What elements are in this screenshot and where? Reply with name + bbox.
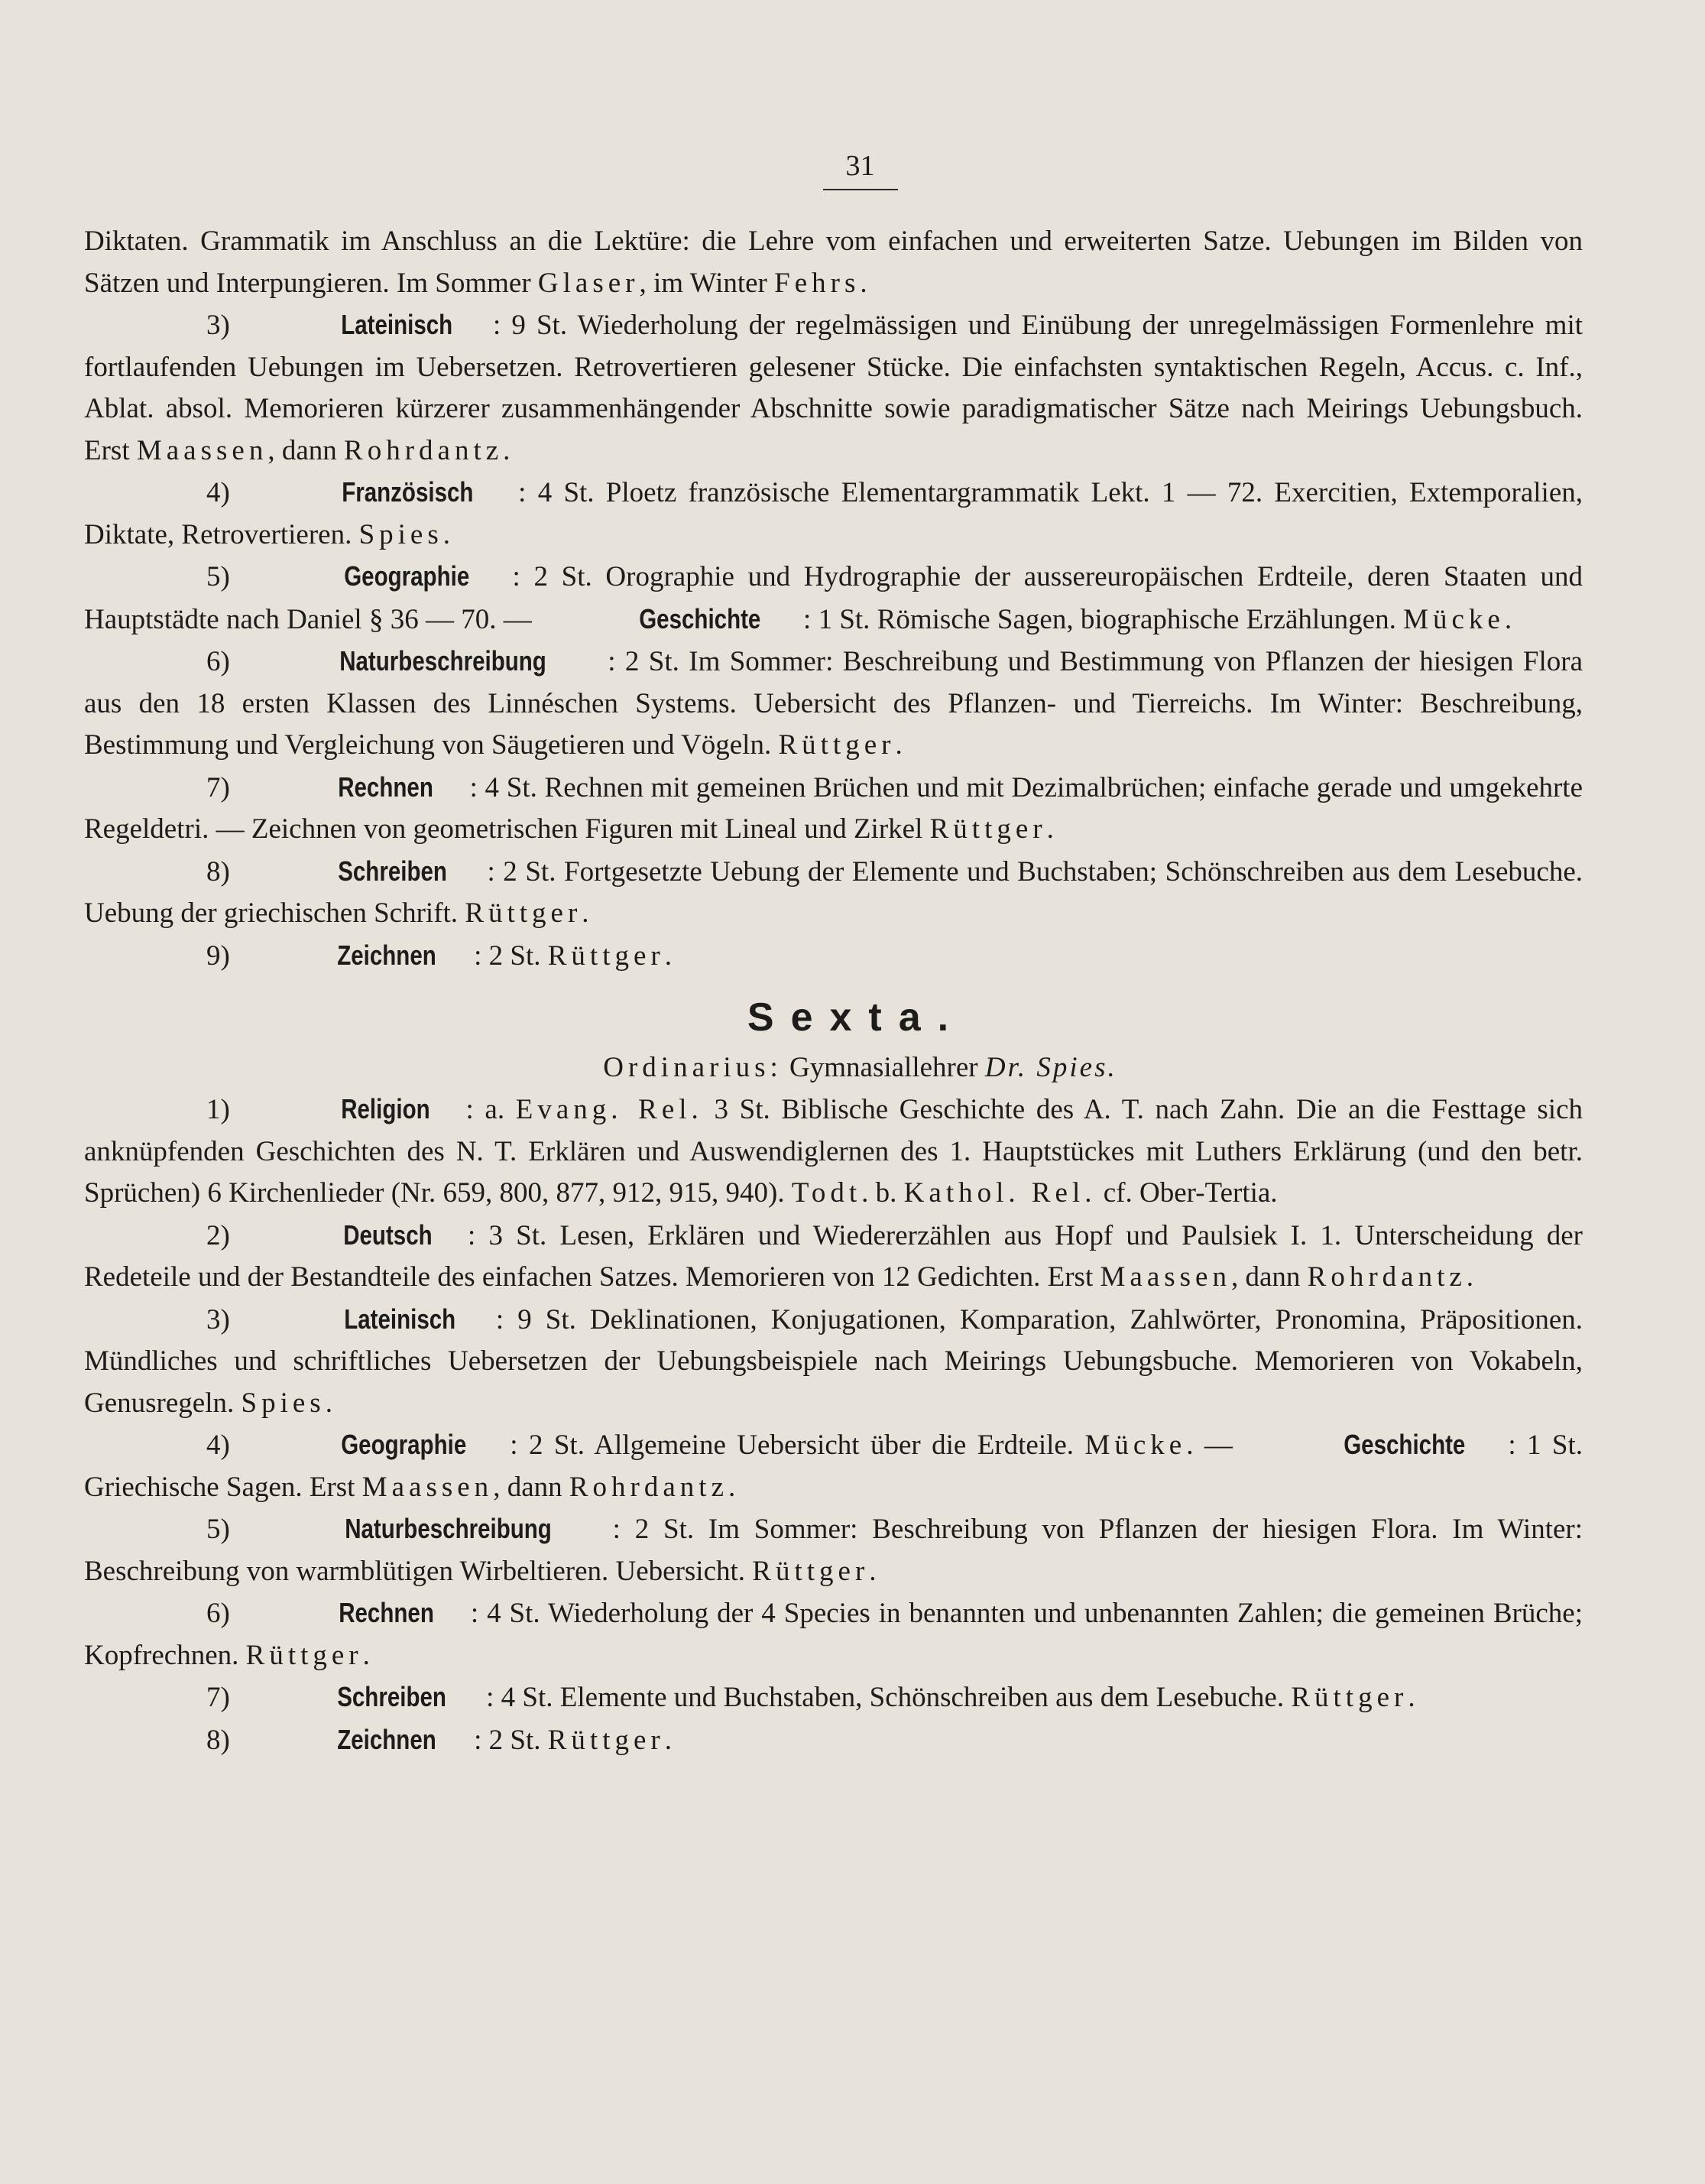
subject-label: Religion	[341, 1093, 431, 1124]
paragraph-naturbeschreibung-sexta: 5) Naturbeschreibung : 2 St. Im Sommer: Beschreibung von Pflanzen der hiesigen Flora. Im Winter: Beschreibung von warmblütigen Wirbeltieren. Uebersicht. Rüttger.	[84, 1508, 1583, 1592]
subject-label: Rechnen	[338, 1597, 434, 1628]
subject-label: Zeichnen	[337, 939, 436, 971]
subject-label: Geschichte	[1344, 1429, 1466, 1460]
paragraph-rechnen: 7) Rechnen : 4 St. Rechnen mit gemeinen Brüchen und mit Dezimalbrüchen; einfache gerade und umgekehrte Regeldetri. — Zeichnen von geometrischen Figuren mit Lineal und Zirkel Rüttger.	[84, 767, 1583, 851]
paragraph-zeichnen: 9) Zeichnen : 2 St. Rüttger.	[84, 935, 1583, 978]
subject-label: Schreiben	[337, 1681, 447, 1712]
paragraph-rechnen-sexta: 6) Rechnen : 4 St. Wiederholung der 4 Species in benannten und unbenannten Zahlen; die gemeinen Brüche; Kopfrechnen. Rüttger.	[84, 1592, 1583, 1676]
paragraph-continuation: Diktaten. Grammatik im Anschluss an die Lektüre: die Lehre vom einfachen und erweiterten Satze. Uebungen im Bilden von Sätzen und Interpungieren. Im Sommer Glaser, im Winter Fehrs.	[84, 226, 1583, 299]
subject-label: Französisch	[342, 476, 474, 508]
paragraph-geographie: 5) Geographie : 2 St. Orographie und Hydrographie der aussereuropäischen Erdteile, deren Staaten und Hauptstädte nach Daniel § 36 — 70. — Geschichte : 1 St. Römische Sagen, biographische Erzählungen. Mücke.	[84, 556, 1583, 641]
subject-label: Lateinisch	[341, 309, 453, 340]
subject-label: Naturbeschreibung	[339, 645, 547, 677]
paragraph-schreiben: 8) Schreiben : 2 St. Fortgesetzte Uebung der Elemente und Buchstaben; Schönschreiben aus dem Lesebuche. Uebung der griechischen Schrift. Rüttger.	[84, 851, 1583, 935]
subject-label: Lateinisch	[344, 1303, 456, 1335]
subject-label: Geographie	[341, 1429, 467, 1460]
subject-label: Geographie	[343, 560, 469, 592]
subject-label: Rechnen	[337, 771, 433, 803]
page-number: 31	[138, 149, 1583, 190]
paragraph-deutsch: 2) Deutsch : 3 St. Lesen, Erklären und Wiedererzählen aus Hopf und Paulsiek I. 1. Unterscheidung der Redeteile und der Bestandteile des einfachen Satzes. Memorieren von 12 Gedichten. Erst Maassen, dann Rohrdantz.	[84, 1215, 1583, 1299]
subject-label: Geschichte	[639, 602, 761, 634]
paragraph-lateinisch-sexta: 3) Lateinisch : 9 St. Deklinationen, Konjugationen, Komparation, Zahlwörter, Pronomina, Präpositionen. Mündliches und schriftliches Uebersetzen der Uebungsbeispiele nach Meirings Uebungsbuche. Memorieren von Vokabeln, Genusregeln. Spies.	[84, 1299, 1583, 1425]
subject-label: Deutsch	[343, 1219, 433, 1251]
subject-label: Schreiben	[338, 855, 448, 887]
paragraph-geographie-sexta: 4) Geographie : 2 St. Allgemeine Uebersicht über die Erdteile. Mücke. — Geschichte : 1 St. Griechische Sagen. Erst Maassen, dann Rohrdantz.	[84, 1424, 1583, 1508]
ordinarius-line: Ordinarius: Gymnasiallehrer Dr. Spies.	[603, 1052, 1117, 1083]
paragraph-religion: 1) Religion : a. Evang. Rel. 3 St. Biblische Geschichte des A. T. nach Zahn. Die an die Festtage sich anknüpfenden Geschichten des N. T. Erklären und Auswendiglernen des 1. Hauptstückes mit Luthers Erklärung (und den betr. Sprüchen) 6 Kirchenlieder (Nr. 659, 800, 877, 912, 915, 940). Todt. b. Kathol. Rel. cf. Ober-Tertia.	[84, 1089, 1583, 1215]
paragraph-franzoesisch: 4) Französisch : 4 St. Ploetz französische Elementargrammatik Lekt. 1 — 72. Exercitien, Extemporalien, Diktate, Retrovertieren. Spies.	[84, 472, 1583, 556]
paragraph-schreiben-sexta: 7) Schreiben : 4 St. Elemente und Buchstaben, Schönschreiben aus dem Lesebuche. Rüttger.	[84, 1676, 1583, 1719]
paragraph-naturbeschreibung: 6) Naturbeschreibung : 2 St. Im Sommer: Beschreibung und Bestimmung von Pflanzen der hiesigen Flora aus den 18 ersten Klassen des Linnéschen Systems. Uebersicht des Pflanzen- und Tierreichs. Im Winter: Beschreibung, Bestimmung und Vergleichung von Säugetieren und Vögeln. Rüttger.	[84, 641, 1583, 767]
paragraph-zeichnen-sexta: 8) Zeichnen : 2 St. Rüttger.	[84, 1719, 1583, 1762]
subject-label: Zeichnen	[337, 1723, 436, 1755]
section-heading: Sexta.	[747, 995, 966, 1040]
subject-label: Naturbeschreibung	[344, 1513, 552, 1544]
paragraph-lateinisch: 3) Lateinisch : 9 St. Wiederholung der regelmässigen und Einübung der unregelmässigen Formenlehre mit fortlaufenden Uebungen im Uebersetzen. Retrovertieren gelesener Stücke. Die einfachsten syntaktischen Regeln, Accus. c. Inf., Ablat. absol. Memorieren kürzerer zusammenhängender Abschnitte sowie paradigmatischer Sätze nach Meirings Uebungsbuch. Erst Maassen, dann Rohrdantz.	[84, 304, 1583, 472]
